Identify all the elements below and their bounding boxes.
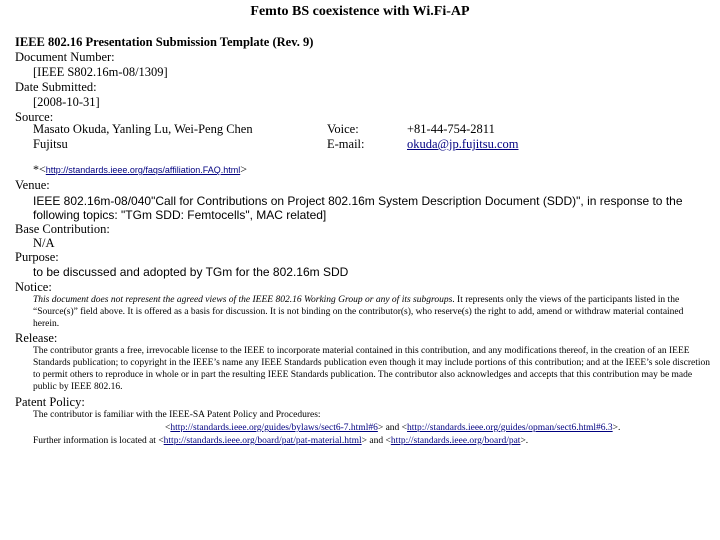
notice-rest: . It represents only the views of the participants listed in the “Source(s)” field above. It is offered as a basis for discussion. It is not binding on the contributor(s), who reserve(s) the right to add, amend or withdraw material contained herein. [33, 295, 684, 329]
patent-line-2-post: >. [612, 423, 621, 433]
patent-line-2 [165, 422, 620, 434]
affiliation-line [33, 162, 247, 177]
date-label: Date Submitted: [15, 80, 97, 94]
document-number-label: Document Number: [15, 50, 115, 64]
voice-value: +81-44-754-2811 [407, 122, 495, 136]
venue-line-1: IEEE 802.16m-08/040"Call for Contributions on Project 802.16m System Description Document (SDD)", in response to the [33, 194, 683, 208]
patent-line-3-pre: Further information is located at < [33, 436, 164, 446]
template-title: IEEE 802.16 Presentation Submission Template (Rev. 9) [15, 35, 314, 49]
date-value: [2008-10-31] [33, 95, 100, 109]
patent-line-3-post: >. [520, 436, 529, 446]
purpose-value: to be discussed and adopted by TGm for the 802.16m SDD [33, 265, 349, 279]
source-label: Source: [15, 110, 54, 124]
affiliation-link[interactable]: http://standards.ieee.org/faqs/affiliation.FAQ.html [45, 165, 241, 175]
patent-line-2-mid: > and < [377, 423, 408, 433]
notice-text [33, 294, 705, 330]
affiliation-prefix: *< [33, 162, 46, 176]
patent-line-1: The contributor is familiar with the IEEE-SA Patent Policy and Procedures: [33, 410, 321, 420]
base-contribution-label: Base Contribution: [15, 222, 110, 236]
source-authors: Masato Okuda, Yanling Lu, Wei-Peng Chen [33, 122, 253, 136]
affiliation-suffix: > [240, 162, 248, 176]
pat-board-link[interactable]: http://standards.ieee.org/board/pat [390, 436, 521, 446]
patent-line-3-mid: > and < [361, 436, 391, 446]
patent-line-3 [33, 435, 528, 447]
source-org: Fujitsu [33, 137, 68, 151]
patent-line-2-pre: < [165, 423, 171, 433]
patent-label: Patent Policy: [15, 395, 85, 409]
email-link[interactable]: okuda@jp.fujitsu.com [407, 137, 519, 151]
purpose-label: Purpose: [15, 250, 59, 264]
venue-line-2: following topics: "TGm SDD: Femtocells", MAC related] [33, 208, 327, 222]
document-number-value: [IEEE S802.16m-08/1309] [33, 65, 168, 79]
opman-link[interactable]: http://standards.ieee.org/guides/opman/sect6.html#6.3 [407, 423, 613, 433]
notice-label: Notice: [15, 280, 52, 294]
pat-material-link[interactable]: http://standards.ieee.org/board/pat/pat-material.html [163, 436, 362, 446]
page-title: Femto BS coexistence with Wi.Fi-AP [250, 4, 470, 19]
voice-label: Voice: [327, 122, 359, 136]
release-text: The contributor grants a free, irrevocable license to the IEEE to incorporate material contained in this contribution, and any modifications thereof, in the creation of an IEEE Standards publication; to copyright in the IEEE’s name any IEEE Standards publication even though it may include portions of this contribution; and at the IEEE’s sole discretion to permit others to reproduce in whole or in part the resulting IEEE Standards publication. The contributor also acknowledges and accepts that this contribution may be made public by IEEE 802.16. [33, 346, 710, 392]
bylaws-link[interactable]: http://standards.ieee.org/guides/bylaws/sect6-7.html#6 [170, 423, 378, 433]
notice-italic: This document does not represent the agreed views of the IEEE 802.16 Working Group or any of its subgroups [33, 295, 453, 305]
venue-label: Venue: [15, 178, 50, 192]
email-label: E-mail: [327, 137, 365, 151]
release-label: Release: [15, 331, 58, 345]
base-contribution-value: N/A [33, 236, 55, 250]
